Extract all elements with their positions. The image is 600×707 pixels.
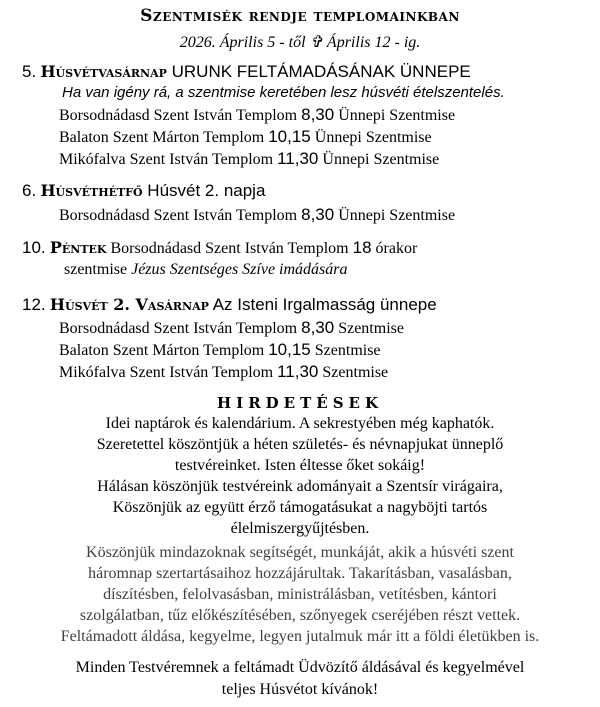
mass-type: Ünnepi Szentmise	[318, 151, 440, 168]
event-day: 6.	[22, 181, 37, 200]
event-day: 12.	[22, 295, 46, 314]
announcement-line: Hálásan köszönjük testvéreink adományait a Szentsír virágaira,	[97, 478, 503, 495]
announcement-line: Feltámadott áldása, kegyelme, legyen jutalmuk már itt a földi életükben is.	[60, 628, 540, 645]
event-name: Péntek	[49, 238, 107, 257]
event-heading	[22, 62, 471, 82]
church-name: Mikófalva Szent István Templom	[59, 151, 278, 168]
event-name: Húsvét 2. Vasárnap	[49, 295, 209, 314]
announcement-line: Idei naptárok és kalendárium. A sekrestyében még kaphatók.	[105, 415, 495, 432]
event-heading	[22, 181, 265, 201]
church-name: Borsodnádasd Szent István Templom	[59, 207, 302, 224]
event-description: URUNK FELTÁMADÁSÁNAK ÜNNEPE	[166, 62, 471, 81]
church-name: Borsodnádasd Szent István Templom	[59, 107, 302, 124]
announcement-line: szolgálatban, tűz előkészítésében, szőnyegek cseréjében részt vettek.	[79, 607, 521, 624]
mass-time: 18	[352, 238, 372, 257]
mass-type: Szentmise	[318, 364, 389, 381]
mass-type: Ünnepi Szentmise	[334, 207, 456, 224]
church-name: Borsodnádasd Szent István Templom	[59, 320, 302, 337]
mass-entry	[59, 340, 381, 360]
event-name: Húsvétvasárnap	[40, 62, 167, 81]
mass-time: 10,15	[268, 340, 311, 359]
mass-entry	[59, 318, 404, 338]
mass-entry	[59, 127, 432, 147]
event-heading	[22, 295, 437, 315]
event-day: 10.	[22, 238, 46, 257]
mass-entry	[59, 149, 439, 169]
announcement-line: Szeretettel köszöntjük a héten születés- és névnapjukat ünneplő	[96, 436, 504, 453]
announcement-line: élelmiszergyűjtésben.	[230, 520, 370, 537]
announcement-line: testvéreinket. Isten éltesse őket sokáig!	[174, 457, 426, 474]
event-note: Ha van igény rá, a szentmise keretében lesz húsvéti ételszentelés.	[62, 84, 505, 101]
mass-time: 8,30	[301, 318, 335, 337]
mass-time: 8,30	[301, 105, 335, 124]
event-description: Húsvét 2. napja	[142, 181, 266, 200]
mass-time: 11,30	[277, 149, 319, 168]
announcement-line: Köszönjük mindazoknak segítségét, munkáját, akik a húsvéti szent	[86, 544, 514, 561]
mass-time: 10,15	[268, 127, 311, 146]
mass-type: Szentmise	[310, 342, 381, 359]
announcement-line: Köszönjük az együtt érző támogatásukat a nagyböjti tartós	[112, 499, 488, 516]
church-name: Borsodnádasd Szent István Templom	[106, 240, 353, 257]
event-detail	[64, 261, 348, 279]
event-heading	[22, 238, 417, 258]
announcement-line: díszítésben, felolvasásban, ministrálásban, vetítésben, kántori	[103, 586, 497, 603]
mass-entry	[59, 362, 388, 382]
mass-entry	[59, 205, 455, 225]
date-range: 2026. Április 5 - től ✞ Április 12 - ig.	[179, 34, 421, 51]
mass-time: 8,30	[301, 205, 335, 224]
mass-entry	[59, 105, 455, 125]
church-name: Balaton Szent Márton Templom	[59, 342, 269, 359]
event-day: 5.	[22, 62, 37, 81]
closing-line: teljes Húsvétot kívánok!	[221, 681, 379, 698]
announcements-heading: HIRDETÉSEK	[217, 394, 383, 412]
announcement-line: háromnap szertartásaihoz hozzájárultak. Takarításban, vasalásban,	[88, 565, 512, 582]
church-name: Mikófalva Szent István Templom	[59, 364, 278, 381]
church-name: Balaton Szent Márton Templom	[59, 129, 269, 146]
time-suffix: órakor	[371, 240, 418, 257]
mass-type: Szentmise	[334, 320, 404, 337]
mass-type: Ünnepi Szentmise	[310, 129, 432, 146]
event-name: Húsvéthétfő	[40, 181, 143, 200]
mass-intention: Jézus Szentséges Szíve imádására	[131, 261, 348, 278]
mass-time: 11,30	[277, 362, 319, 381]
page-title: Szentmisék rendje templomainkban	[140, 6, 460, 26]
event-description: Az Isteni Irgalmasság ünnepe	[208, 295, 437, 314]
closing-line: Minden Testvéremnek a feltámadt Üdvözítő áldásával és kegyelmével	[75, 659, 525, 676]
mass-type: Ünnepi Szentmise	[334, 107, 456, 124]
mass-type: szentmise	[64, 261, 132, 278]
